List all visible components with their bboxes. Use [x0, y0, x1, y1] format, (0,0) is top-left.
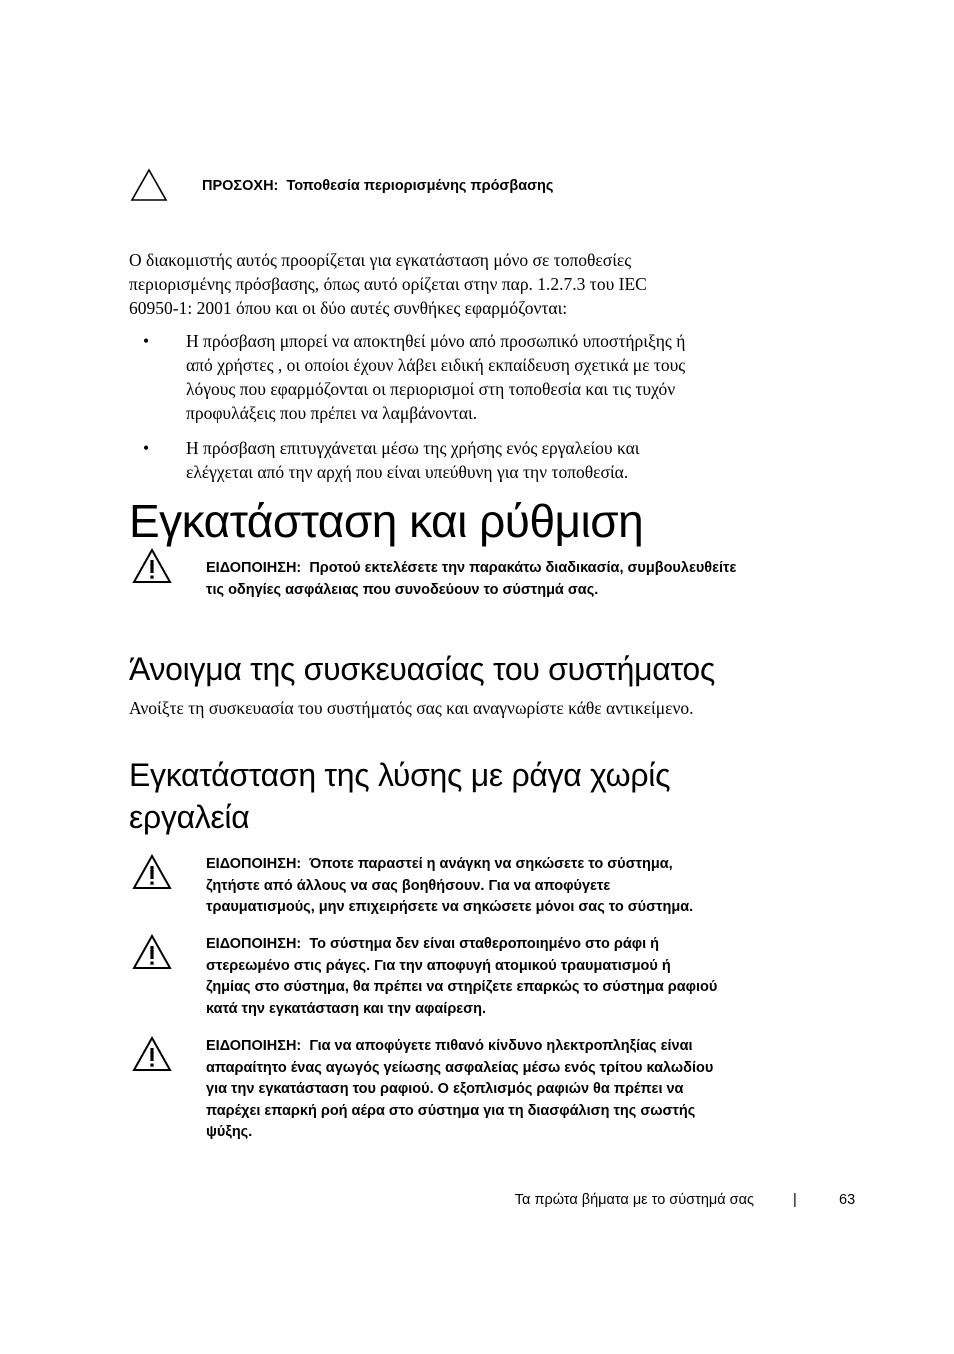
- intro-line: 60950-1: 2001 όπου και οι δύο αυτές συνθήκες εφαρμόζονται:: [129, 298, 568, 318]
- warning-label: ΕΙΔΟΠΟΙΗΣΗ:: [206, 560, 302, 576]
- list-item-line: Η πρόσβαση μπορεί να αποκτηθεί μόνο από προσωπικό υποστήριξης ή: [186, 331, 686, 351]
- bullet-dot-icon: •: [143, 438, 150, 458]
- section-heading-unpack: Άνοιγμα της συσκευασίας του συστήματος: [129, 651, 715, 687]
- list-item-line: Η πρόσβαση επιτυγχάνεται μέσω της χρήσης ενός εργαλείου και: [186, 438, 640, 458]
- bullet-list: [129, 329, 839, 495]
- footer-title: Τα πρώτα βήματα με το σύστημά σας: [514, 1192, 754, 1208]
- warning-line: Για να αποφύγετε πιθανό κίνδυνο ηλεκτροπληξίας είναι: [309, 1038, 693, 1054]
- warning-line: ψύξης.: [206, 1124, 253, 1140]
- warning-triangle-icon: [132, 1036, 172, 1072]
- warning-line: ζητήστε από άλλους να σας βοηθήσουν. Για να αποφύγετε: [206, 877, 611, 894]
- intro-line: Ο διακομιστής αυτός προορίζεται για εγκατάσταση μόνο σε τοποθεσίες: [129, 250, 632, 270]
- warning-triangle-icon: [132, 934, 172, 970]
- page-title: Εγκατάσταση και ρύθμιση: [129, 495, 644, 547]
- warning-line: κατά την εγκατάσταση και την αφαίρεση.: [206, 1000, 486, 1017]
- list-item: [129, 436, 839, 484]
- warning-label: ΕΙΔΟΠΟΙΗΣΗ:: [206, 936, 302, 952]
- warning-line: απαραίτητο ένας αγωγός γείωσης ασφαλείας μέσω ενός τρίτου καλωδίου: [206, 1059, 714, 1076]
- warning-line: τραυματισμούς, μην επιχειρήσετε να σηκώσετε μόνοι σας το σύστημα.: [206, 899, 694, 915]
- list-item-line: από χρήστες , οι οποίοι έχουν λάβει ειδική εκπαίδευση σχετικά με τους: [186, 355, 686, 375]
- warning-line: Όποτε παραστεί η ανάγκη να σηκώσετε το σύστημα,: [309, 856, 673, 872]
- list-item-line: λόγους που εφαρμόζονται οι περιορισμοί στη τοποθεσία και τις τυχόν: [186, 379, 676, 399]
- warning-line: Προτού εκτελέσετε την παρακάτω διαδικασία, συμβουλευθείτε: [309, 560, 737, 576]
- warning-triangle-icon: [132, 548, 172, 584]
- warning-text: [206, 558, 826, 601]
- caution-notice: [130, 168, 830, 202]
- warning-text: [206, 1036, 826, 1144]
- page-number: 63: [839, 1192, 856, 1208]
- page-footer: [0, 1192, 954, 1216]
- footer-separator: |: [793, 1192, 797, 1208]
- warning-line: τις οδηγίες ασφάλειας που συνοδεύουν το σύστημά σας.: [206, 581, 599, 598]
- heading-line: Εγκατάσταση της λύσης με ράγα χωρίς: [129, 757, 671, 793]
- warning-notice: [130, 846, 830, 916]
- warning-line: παρέχει επαρκή ροή αέρα στο σύστημα για τη διασφάλιση της σωστής: [206, 1102, 696, 1119]
- warning-line: στερεωμένο στις ράγες. Για την αποφυγή ατομικού τραυματισμού ή: [206, 957, 671, 974]
- section-text-unpack: Ανοίξτε τη συσκευασία του συστήματός σας και αναγνωρίστε κάθε αντικείμενο.: [129, 698, 694, 718]
- warning-label: ΕΙΔΟΠΟΙΗΣΗ:: [206, 856, 302, 872]
- bullet-dot-icon: •: [143, 331, 150, 351]
- intro-paragraph: [129, 248, 829, 320]
- warning-text: [206, 934, 826, 1020]
- caution-message: Τοποθεσία περιορισμένης πρόσβασης: [286, 178, 554, 194]
- warning-notice: [130, 548, 830, 598]
- caution-text: [202, 178, 553, 194]
- heading-line: εργαλεία: [129, 799, 250, 835]
- warning-label: ΕΙΔΟΠΟΙΗΣΗ:: [206, 1038, 302, 1054]
- warning-notice: [130, 926, 830, 1018]
- warning-text: [206, 854, 826, 919]
- warning-triangle-icon: [132, 854, 172, 890]
- list-item-line: προφυλάξεις που πρέπει να λαμβάνονται.: [186, 403, 478, 423]
- section-heading-rails: [129, 754, 829, 838]
- list-item-line: ελέγχεται από την αρχή που είναι υπεύθυνη για την τοποθεσία.: [186, 462, 629, 482]
- warning-notice: [130, 1028, 830, 1144]
- caution-triangle-icon: [130, 168, 168, 202]
- warning-line: για την εγκατάσταση του ραφιού. Ο εξοπλισμός ραφιών θα πρέπει να: [206, 1081, 684, 1097]
- intro-line: περιορισμένης πρόσβασης, όπως αυτό ορίζεται στην παρ. 1.2.7.3 του IEC: [129, 274, 647, 294]
- caution-label: ΠΡΟΣΟΧΗ:: [202, 178, 279, 194]
- list-item: [129, 329, 839, 425]
- warning-line: Το σύστημα δεν είναι σταθεροποιημένο στο ράφι ή: [309, 936, 660, 952]
- warning-line: ζημίας στο σύστημα, θα πρέπει να στηρίζετε επαρκώς το σύστημα ραφιού: [206, 979, 718, 995]
